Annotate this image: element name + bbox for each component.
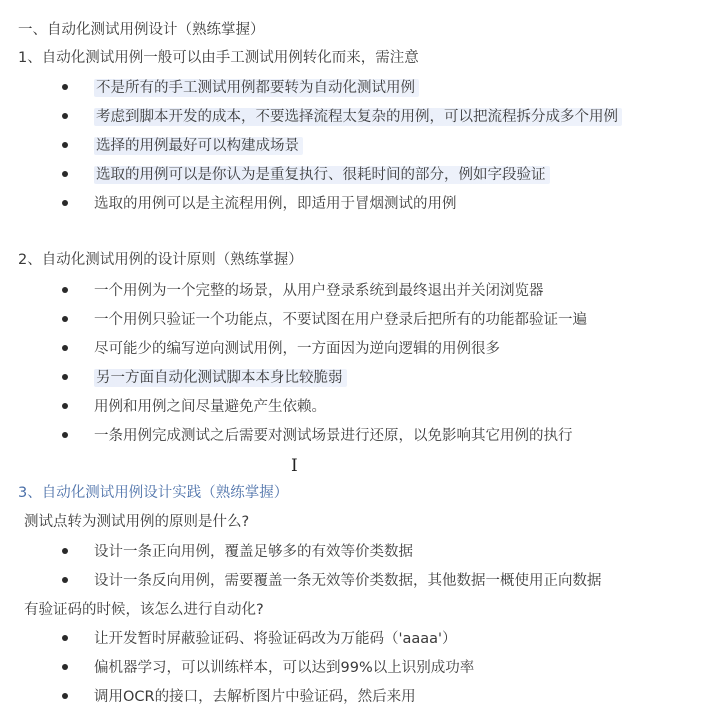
bullet-icon [62,577,68,583]
list-item: 尽可能少的编写逆向测试用例，一方面因为逆向逻辑的用例很多 [62,338,500,360]
list-item: 不是所有的手工测试用例都要转为自动化测试用例 [62,77,419,99]
list-item: 选取的用例可以是主流程用例，即适用于冒烟测试的用例 [62,193,457,215]
list-item: 设计一条反向用例，需要覆盖一条无效等价类数据，其他数据一概使用正向数据 [62,570,602,592]
list-item: 一条用例完成测试之后需要对测试场景进行还原，以免影响其它用例的执行 [62,425,573,447]
list-item: 用例和用例之间尽量避免产生依赖。 [62,396,326,418]
list-item: 选择的用例最好可以构建成场景 [62,135,303,157]
bullet-icon [62,113,68,119]
list-item: 一个用例为一个完整的场景，从用户登录系统到最终退出并关闭浏览器 [62,280,544,302]
question-2: 有验证码的时候，该怎么进行自动化? [24,602,264,618]
list-item: 让开发暂时屏蔽验证码、将验证码改为万能码（'aaaa'） [62,628,457,650]
bullet-icon [62,635,68,641]
list-item: 另一方面自动化测试脚本本身比较脆弱 [62,367,347,389]
list-item: 考虑到脚本开发的成本，不要选择流程太复杂的用例，可以把流程拆分成多个用例 [62,106,622,128]
bullet-icon [62,403,68,409]
bullet-icon [62,345,68,351]
bullet-icon [62,84,68,90]
list-item: 调用OCR的接口，去解析图片中验证码，然后来用 [62,686,416,708]
section-2-title: 2、自动化测试用例的设计原则（熟练掌握） [18,252,303,268]
list-item: 一个用例只验证一个功能点，不要试图在用户登录后把所有的功能都验证一遍 [62,309,587,331]
text-cursor-icon: I [291,456,298,476]
list-item: 设计一条正向用例，覆盖足够多的有效等价类数据 [62,541,413,563]
bullet-icon [62,693,68,699]
section-3-title: 3、自动化测试用例设计实践（熟练掌握） [18,485,289,501]
section-0-title: 一、自动化测试用例设计（熟练掌握） [18,22,265,38]
bullet-icon [62,432,68,438]
bullet-icon [62,374,68,380]
bullet-icon [62,548,68,554]
bullet-icon [62,142,68,148]
bullet-icon [62,664,68,670]
bullet-icon [62,200,68,206]
list-item: 选取的用例可以是你认为是重复执行、很耗时间的部分，例如字段验证 [62,164,550,186]
bullet-icon [62,316,68,322]
bullet-icon [62,171,68,177]
question-1: 测试点转为测试用例的原则是什么? [24,514,250,530]
list-item: 偏机器学习，可以训练样本，可以达到99%以上识别成功率 [62,657,474,679]
section-1-title: 1、自动化测试用例一般可以由手工测试用例转化而来，需注意 [18,50,419,66]
bullet-icon [62,287,68,293]
